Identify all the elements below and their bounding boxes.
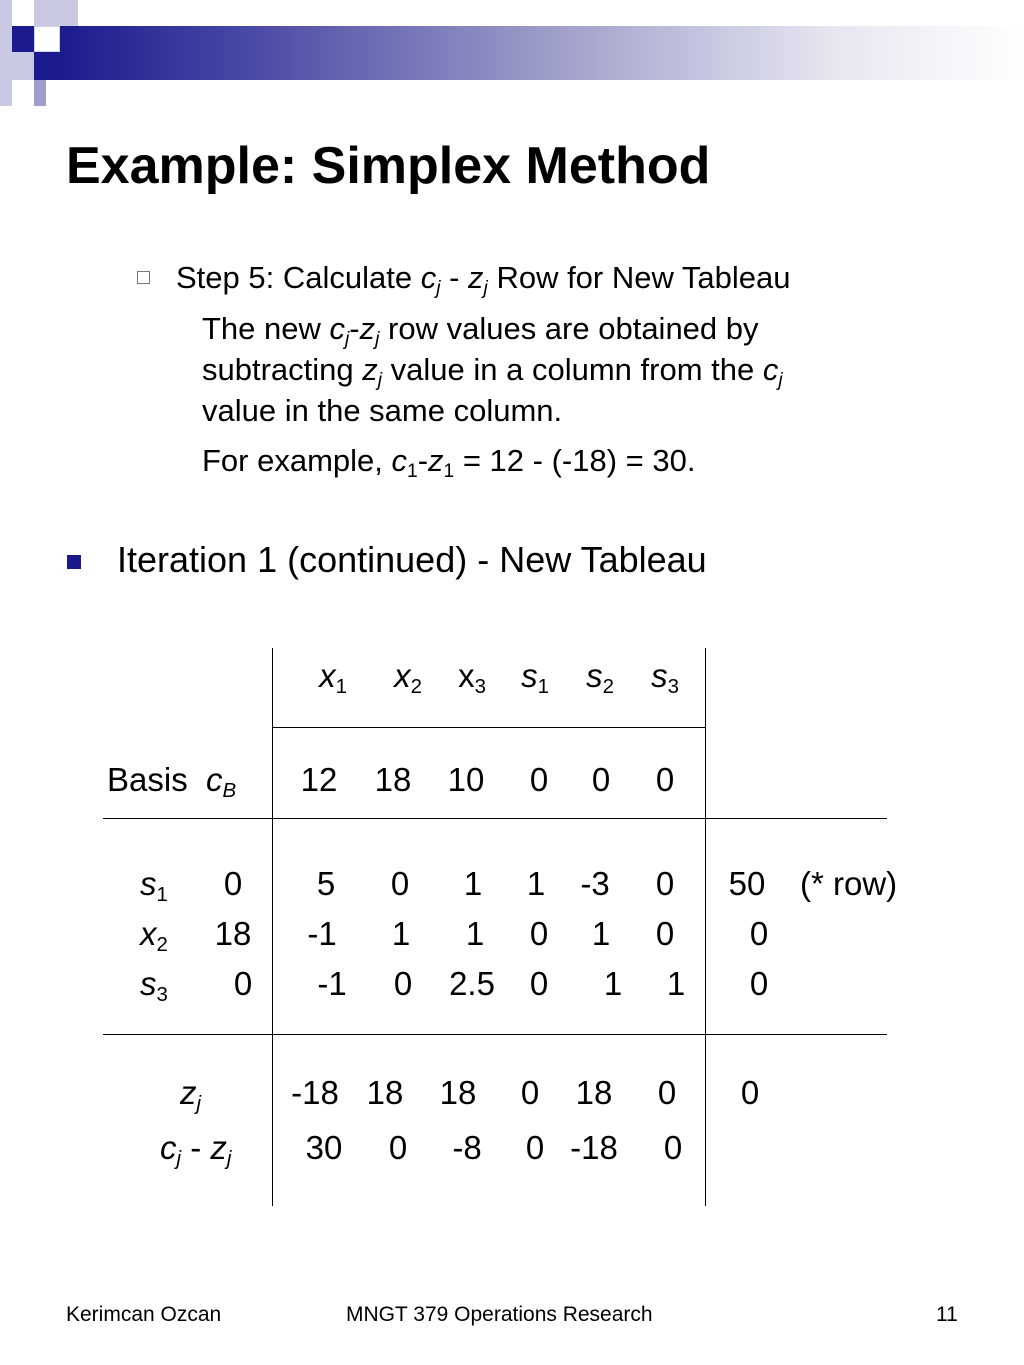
table-cell: 0 bbox=[393, 965, 413, 1002]
cj-value: 10 bbox=[447, 761, 485, 798]
table-cell: 1 bbox=[666, 965, 686, 1002]
var-header-s2: $s_2$ bbox=[586, 657, 614, 699]
cj-zj-value: 30 bbox=[305, 1129, 343, 1166]
step-line: Step 5: Calculate $c_j - z_j$ Row for New Tableau bbox=[176, 260, 791, 299]
cj-zj-value: -8 bbox=[452, 1129, 482, 1166]
table-cell: 1 bbox=[591, 915, 611, 952]
table-cell: 1 bbox=[463, 865, 483, 902]
cj-zj-value: 0 bbox=[663, 1129, 683, 1166]
header-square-decoration bbox=[34, 52, 60, 80]
pivot-row-note: (* row) bbox=[800, 865, 898, 902]
cj-value: 18 bbox=[374, 761, 412, 798]
table-cell: -1 bbox=[307, 915, 337, 952]
header-square-decoration bbox=[34, 80, 46, 106]
row-basis-var: $s_1$ bbox=[140, 865, 168, 907]
table-cell: 1 bbox=[391, 915, 411, 952]
cj-zj-value: 0 bbox=[525, 1129, 545, 1166]
row-basis-var: $x_2$ bbox=[140, 915, 168, 957]
table-cell: 0 bbox=[655, 865, 675, 902]
rhs-value: 0 bbox=[749, 915, 769, 952]
zj-label: $z_j$ bbox=[180, 1074, 202, 1116]
table-cell: 0 bbox=[529, 915, 549, 952]
tableau-divider-right bbox=[705, 648, 706, 1206]
var-header-x1: $x_1$ bbox=[319, 657, 347, 699]
basis-label: Basis $c_B$ bbox=[107, 761, 237, 803]
row-basis-var: $s_3$ bbox=[140, 965, 168, 1007]
cj-value: 0 bbox=[591, 761, 611, 798]
cj-zj-label: $c_j - z_j$ bbox=[160, 1129, 232, 1171]
rhs-value: 50 bbox=[728, 865, 766, 902]
iteration-heading: Iteration 1 (continued) - New Tableau bbox=[117, 539, 707, 580]
table-cell: -3 bbox=[580, 865, 610, 902]
cj-value: 12 bbox=[300, 761, 338, 798]
zj-value: 18 bbox=[575, 1074, 613, 1111]
row-cb: 18 bbox=[214, 915, 252, 952]
table-cell: 2.5 bbox=[449, 965, 495, 1002]
footer-author: Kerimcan Ozcan bbox=[66, 1303, 222, 1326]
hollow-square-bullet-icon bbox=[137, 271, 150, 284]
cj-zj-value: -18 bbox=[570, 1129, 618, 1166]
zj-value: 0 bbox=[657, 1074, 677, 1111]
row-cb: 0 bbox=[233, 965, 253, 1002]
table-cell: 1 bbox=[603, 965, 623, 1002]
row-cb: 0 bbox=[223, 865, 243, 902]
cj-zj-value: 0 bbox=[388, 1129, 408, 1166]
footer-page-number: 11 bbox=[936, 1303, 958, 1326]
table-cell: 5 bbox=[316, 865, 336, 902]
header-square-decoration bbox=[34, 0, 60, 26]
zj-value: 18 bbox=[366, 1074, 404, 1111]
cj-value: 0 bbox=[529, 761, 549, 798]
rhs-value: 0 bbox=[749, 965, 769, 1002]
var-header-x3: $x_3$ bbox=[458, 657, 486, 699]
header-square-decoration bbox=[12, 52, 34, 80]
table-cell: 1 bbox=[526, 865, 546, 902]
table-cell: 0 bbox=[655, 915, 675, 952]
var-header-s3: $s_3$ bbox=[651, 657, 679, 699]
var-header-s1: $s_1$ bbox=[521, 657, 549, 699]
header-square-decoration bbox=[34, 26, 60, 52]
cj-value: 0 bbox=[655, 761, 675, 798]
explanation-paragraph: The new $c_j-z_j$ row values are obtained by subtracting $z_j$ value in a column from the $c_j$ value in the same column. bbox=[202, 311, 783, 428]
header-square-decoration bbox=[0, 0, 12, 106]
tableau-divider-left bbox=[272, 648, 273, 1206]
header-square-decoration bbox=[12, 26, 34, 52]
tableau-divider-header bbox=[272, 727, 705, 728]
header-gradient-bar bbox=[60, 26, 1024, 80]
tableau-divider-body-bottom bbox=[103, 1034, 887, 1035]
table-cell: 0 bbox=[390, 865, 410, 902]
table-cell: 1 bbox=[465, 915, 485, 952]
var-header-x2: $x_2$ bbox=[394, 657, 422, 699]
header-square-decoration bbox=[60, 0, 78, 26]
zj-value: -18 bbox=[291, 1074, 339, 1111]
example-paragraph: For example, $c_1-z_1 = 12 - (-18) = 30$. bbox=[202, 443, 696, 482]
table-cell: 0 bbox=[529, 965, 549, 1002]
zj-rhs: 0 bbox=[740, 1074, 760, 1111]
square-bullet-icon bbox=[67, 555, 81, 569]
footer-course: MNGT 379 Operations Research bbox=[346, 1303, 653, 1326]
tableau-divider-body-top bbox=[103, 818, 887, 819]
table-cell: -1 bbox=[317, 965, 347, 1002]
slide-title: Example: Simplex Method bbox=[66, 137, 711, 195]
zj-value: 0 bbox=[520, 1074, 540, 1111]
zj-value: 18 bbox=[439, 1074, 477, 1111]
